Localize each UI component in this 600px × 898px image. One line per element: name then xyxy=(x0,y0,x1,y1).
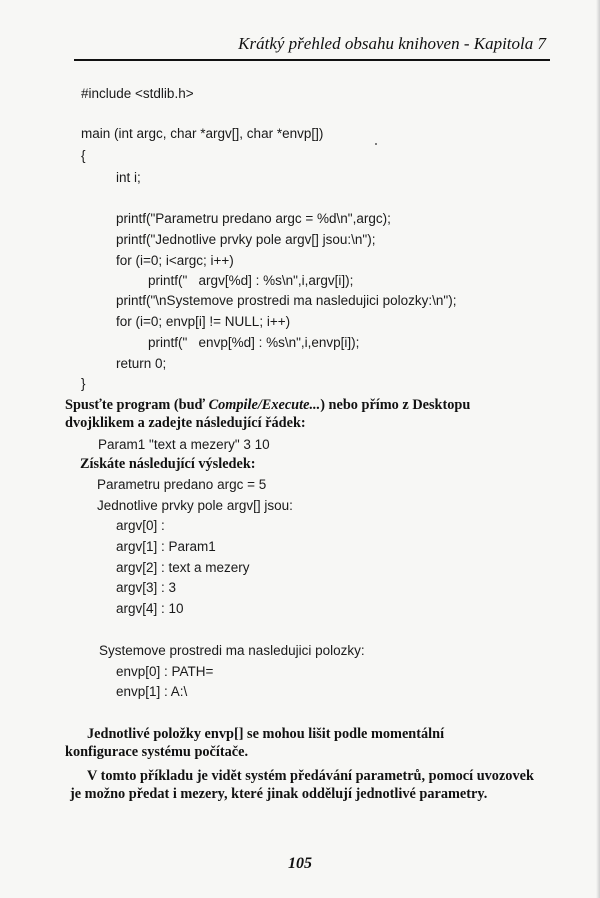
code-line: main (int argc, char *argv[], char *envp[]) xyxy=(81,126,324,141)
output-line: argv[4] : 10 xyxy=(116,601,184,616)
output-line: envp[0] : PATH= xyxy=(116,664,214,679)
result-label: Získáte následující výsledek: xyxy=(80,456,256,472)
code-line: #include <stdlib.h> xyxy=(81,86,194,101)
code-line: printf(" argv[%d] : %s\n",i,argv[i]); xyxy=(148,273,354,288)
output-line: argv[3] : 3 xyxy=(116,580,177,595)
note-envp-line2: konfigurace systému počítače. xyxy=(65,744,249,760)
note-example-line1: V tomto příkladu je vidět systém předávání parametrů, pomocí uvozovek xyxy=(87,768,534,784)
code-line: for (i=0; i<argc; i++) xyxy=(116,253,234,268)
command-line: Param1 "text a mezery" 3 10 xyxy=(98,437,270,452)
output-line: argv[2] : text a mezery xyxy=(116,560,250,575)
note-envp-line1: Jednotlivé položky envp[] se mohou lišit podle momentální xyxy=(87,726,445,742)
code-line: printf("Parametru predano argc = %d\n",argc); xyxy=(116,211,391,226)
output-line: Parametru predano argc = 5 xyxy=(97,477,267,492)
code-line: { xyxy=(81,148,86,163)
code-line: int i; xyxy=(116,170,141,185)
page-number: 105 xyxy=(288,855,312,872)
code-line: printf("Jednotlive prvky pole argv[] jsou:\n"); xyxy=(116,232,376,247)
header-rule xyxy=(74,59,550,61)
code-line: printf(" envp[%d] : %s\n",i,envp[i]); xyxy=(148,335,360,350)
code-line: return 0; xyxy=(116,356,167,371)
output-line: Jednotlive prvky pole argv[] jsou: xyxy=(97,498,293,513)
run-instruction: Spusťte program (buď Compile/Execute...) nebo přímo z Desktopu xyxy=(65,397,471,413)
output-line: envp[1] : A:\ xyxy=(116,684,188,699)
chapter-header: Krátký přehled obsahu knihoven - Kapitola 7 xyxy=(238,34,546,53)
run-instruction-line2: dvojklikem a zadejte následující řádek: xyxy=(65,415,306,431)
note-example-line2: je možno předat i mezery, které jinak oddělují jednotlivé parametry. xyxy=(70,786,488,802)
output-line: argv[1] : Param1 xyxy=(116,539,216,554)
code-line: printf("\nSystemove prostredi ma nasledujici polozky:\n"); xyxy=(116,293,457,308)
output-line: Systemove prostredi ma nasledujici polozky: xyxy=(99,643,365,658)
output-line: argv[0] : xyxy=(116,518,165,533)
code-line: for (i=0; envp[i] != NULL; i++) xyxy=(116,314,291,329)
speck xyxy=(375,143,377,145)
scan-edge xyxy=(596,0,600,898)
code-line: } xyxy=(81,376,86,391)
